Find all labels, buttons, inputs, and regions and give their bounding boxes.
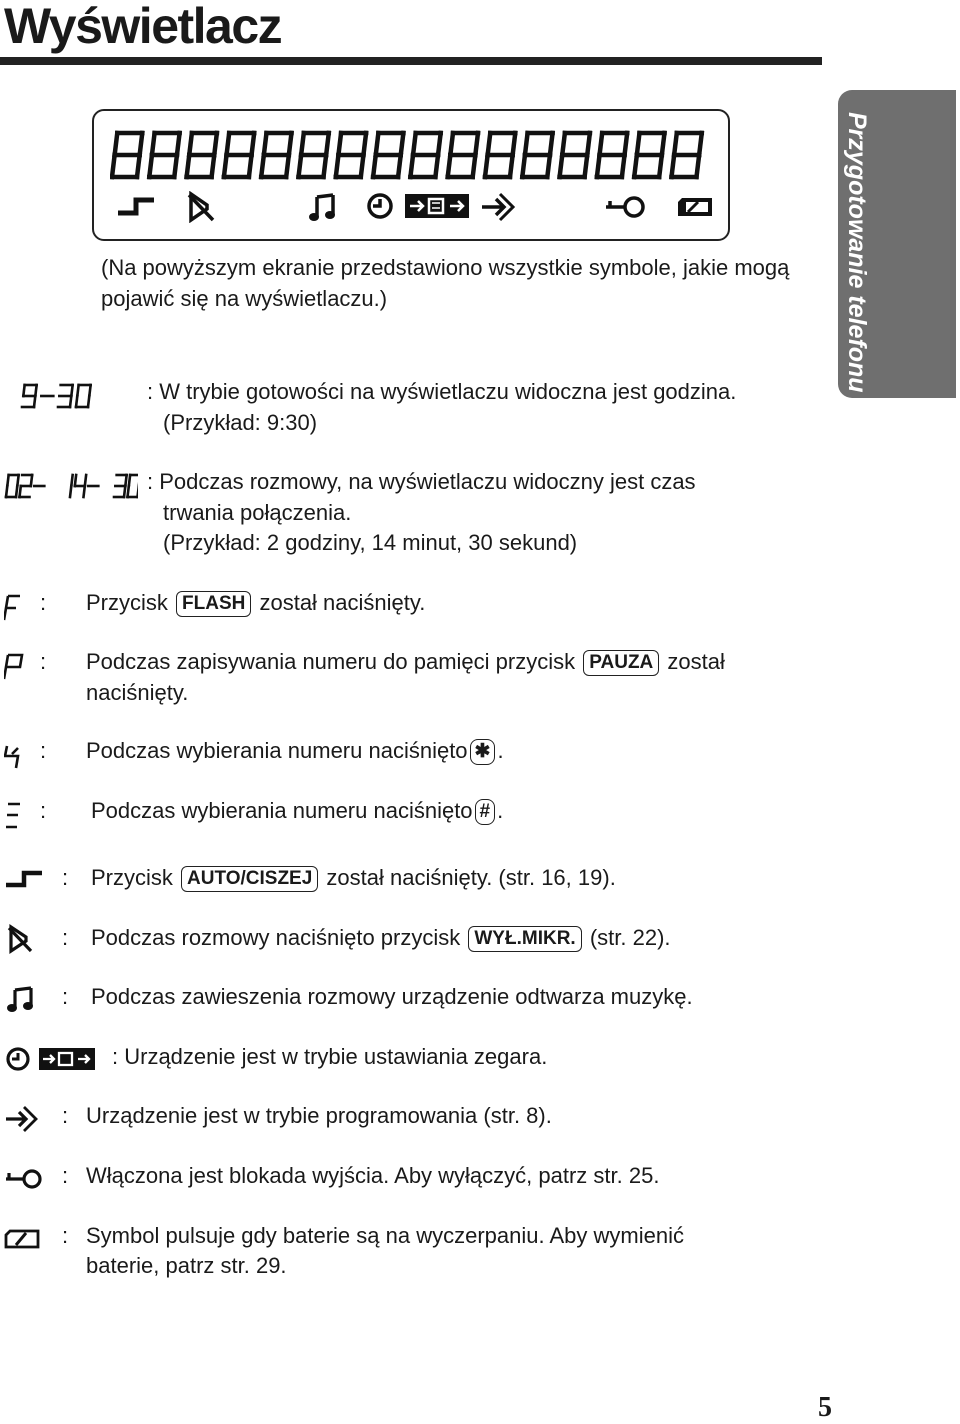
clock-line-1: : W trybie gotowości na wyświetlaczu widoczna jest godzina. [147, 379, 737, 404]
battery-icon [676, 191, 716, 221]
star-colon: : [40, 738, 47, 763]
hash-key: # [475, 799, 496, 825]
program-arrow-icon [480, 191, 516, 223]
hash-text-after: . [497, 798, 504, 823]
call-time-line-1: : Podczas rozmowy, na wyświetlaczu widoczny jest czas [147, 469, 696, 494]
page-number: 5 [818, 1392, 832, 1423]
pause-line-2: naciśnięty. [86, 680, 189, 705]
lcd-digits [110, 127, 714, 183]
hash-text-before: Podczas wybierania numeru naciśnięto [91, 798, 473, 823]
program-arrow-icon [4, 1104, 40, 1134]
clock-set-description: : Urządzenie jest w trybie ustawiania zegara. [112, 1044, 548, 1069]
mic-mute-description [91, 922, 671, 953]
flash-description [86, 587, 425, 618]
mute-icon [6, 924, 34, 954]
pause-key: PAUZA [583, 650, 659, 676]
clock-set-arrows-icon [38, 1045, 96, 1073]
flash-key: FLASH [176, 591, 251, 617]
key-lock-icon [4, 1164, 44, 1192]
program-colon: : [62, 1103, 69, 1128]
clock-line-2: (Przykład: 9:30) [163, 410, 318, 435]
lcd-icon-row [94, 191, 732, 231]
pause-lcd-symbol [4, 653, 26, 681]
key-lock-icon [604, 191, 646, 221]
music-note-icon [307, 191, 337, 223]
call-time-line-2: trwania połączenia. [163, 500, 352, 525]
call-time-lcd-symbol [4, 472, 138, 500]
hook-icon [114, 191, 158, 221]
hash-colon: : [40, 798, 47, 823]
clock-set-arrows-icon [404, 191, 470, 221]
battery-line-2: baterie, patrz str. 29. [86, 1253, 287, 1278]
pause-text-after: został [667, 649, 725, 674]
pause-text-before: Podczas zapisywania numeru do pamięci przycisk [86, 649, 576, 674]
battery-icon [4, 1226, 40, 1252]
mic-mute-key: WYŁ.MIKR. [468, 926, 581, 952]
title-rule [0, 57, 822, 65]
star-key: ✱ [470, 739, 496, 765]
lcd-digit-row [110, 127, 714, 183]
auto-colon: : [62, 865, 69, 890]
star-text-before: Podczas wybierania numeru naciśnięto [86, 738, 468, 763]
intro-note: (Na powyższym ekranie przedstawiono wszystkie symbole, jakie mogą pojawić się na wyświetlaczu.) [101, 255, 790, 311]
battery-colon: : [62, 1223, 69, 1248]
mute-icon [186, 191, 216, 223]
program-description: Urządzenie jest w trybie programowania (str. 8). [86, 1103, 552, 1128]
hold-music-description: Podczas zawieszenia rozmowy urządzenie odtwarza muzykę. [91, 984, 693, 1009]
hold-music-colon: : [62, 984, 69, 1009]
lock-colon: : [62, 1163, 69, 1188]
hash-description [91, 795, 503, 826]
lcd-display-illustration [92, 109, 730, 241]
star-text-after: . [497, 738, 504, 763]
auto-description [91, 862, 616, 893]
auto-key: AUTO/CISZEJ [181, 866, 318, 892]
mic-mute-colon: : [62, 925, 69, 950]
clock-icon [4, 1045, 32, 1073]
hash-lcd-symbol [4, 802, 26, 830]
flash-colon: : [40, 590, 47, 615]
lock-description: Włączona jest blokada wyjścia. Aby wyłączyć, patrz str. 25. [86, 1163, 660, 1188]
battery-line-1: Symbol pulsuje gdy baterie są na wyczerpaniu. Aby wymienić [86, 1223, 684, 1248]
mic-mute-text-before: Podczas rozmowy naciśnięto przycisk [91, 925, 461, 950]
clock-icon [366, 191, 394, 221]
clock-lcd-symbol [20, 382, 92, 410]
hook-icon [4, 866, 44, 892]
pause-description [86, 646, 725, 677]
flash-text-after: został naciśnięty. [259, 590, 426, 615]
mic-mute-text-after: (str. 22). [589, 925, 671, 950]
pause-colon: : [40, 649, 47, 674]
side-tab-label: Przygotowanie telefonu [843, 112, 871, 393]
star-lcd-symbol [4, 744, 26, 770]
auto-text-after: został naciśnięty. (str. 16, 19). [326, 865, 616, 890]
auto-text-before: Przycisk [91, 865, 173, 890]
page-title: Wyświetlacz [4, 0, 282, 54]
flash-text-before: Przycisk [86, 590, 168, 615]
call-time-line-3: (Przykład: 2 godziny, 14 minut, 30 sekund) [163, 530, 578, 555]
music-note-icon [6, 984, 36, 1014]
flash-lcd-symbol [4, 594, 24, 622]
star-description [86, 735, 504, 766]
